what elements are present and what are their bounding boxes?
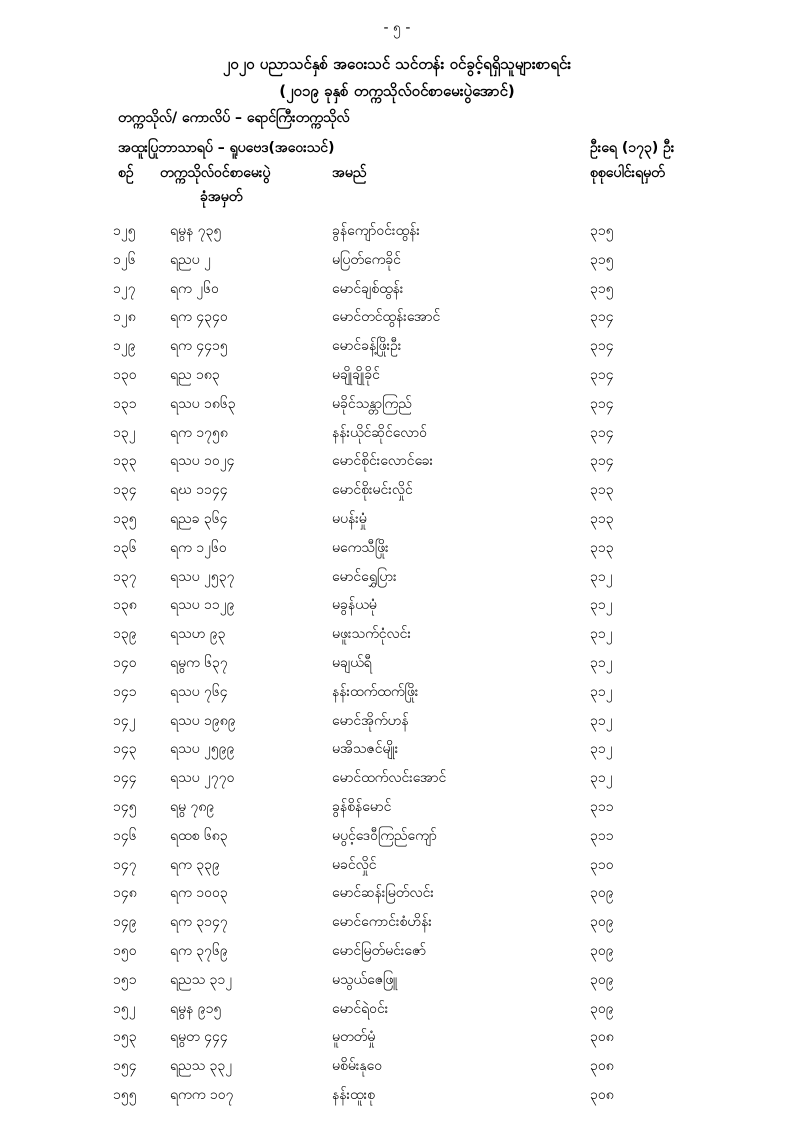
total-marks: ၃၁၂ (590, 568, 613, 585)
row-number: ၁၄၂ (113, 712, 136, 729)
row-number: ၁၃၈ (113, 597, 137, 614)
roll-number: ရက ၁၀၀၃ (170, 885, 228, 902)
row-number: ၁၃၃ (113, 453, 137, 470)
student-name: မောင်တင်ထွန်းအောင် (332, 309, 441, 326)
major-line: အထူးပြုဘာသာရပ် – ရူပဗေဒ(အဝေးသင်) (118, 140, 335, 156)
roll-number: ရညခ ၃၆၄ (170, 510, 228, 527)
total-marks: ၃၀၈ (590, 1058, 614, 1075)
table-row (0, 279, 794, 308)
roll-number: ရကက ၁၀၇ (170, 1086, 234, 1103)
table-row (0, 1056, 794, 1085)
table-row (0, 480, 794, 509)
table-row (0, 855, 794, 884)
roll-number: ရထစ ၆၈၃ (170, 827, 228, 844)
row-number: ၁၅၂ (113, 1000, 136, 1017)
row-number: ၁၂၅ (113, 223, 136, 239)
student-name: မောင်အိုက်ဟန် (332, 712, 409, 729)
student-name: မချိုချိုခိုင် (332, 366, 380, 383)
total-marks: ၃၁၄ (590, 453, 614, 470)
row-number: ၁၄၈ (113, 885, 137, 902)
total-marks: ၃၁၃ (590, 510, 614, 527)
student-name: မခွန်ယမုံ (332, 597, 377, 614)
document-subtitle: (၂၀၁၉ ခုနှစ် တက္ကသိုလ်ဝင်စာမေးပွဲအောင်) (279, 82, 515, 100)
roll-number: ရသပ ၁၉၈၉ (170, 712, 236, 729)
table-row (0, 451, 794, 480)
total-marks: ၃၁၅ (590, 280, 614, 297)
student-name: ခွန်စိန်မောင် (332, 798, 392, 815)
total-marks: ၃၀၉ (590, 885, 614, 902)
row-number: ၁၃၆ (113, 539, 137, 556)
roll-number: ရက ၁၂၆၀ (170, 539, 227, 556)
student-name: မောင်ခန့်ဖြိုးဦး (332, 338, 402, 355)
roll-number: ရညသ ၃၃၂ (170, 1058, 233, 1075)
student-name: မချယ်ရီ (332, 654, 372, 671)
column-header-roll: တက္ကသိုလ်ဝင်စာမေးပွဲ (160, 165, 271, 181)
total-marks: ၃၁၄ (590, 424, 614, 441)
total-count: ဦးရေ (၁၇၃) ဦး (590, 140, 675, 156)
row-number: ၁၄၃ (113, 741, 137, 758)
document-title: ၂၀၂၀ ပညာသင်နှစ် အဝေးသင် သင်တန်း ဝင်ခွင့်ရရှိသူများစာရင်း (222, 55, 572, 73)
student-name: မပြတ်ကေခိုင် (332, 251, 401, 268)
student-name: ခွန်ကျော်ဝင်းထွန်း (332, 223, 420, 239)
table-row (0, 1085, 794, 1114)
table-row (0, 567, 794, 596)
row-number: ၁၅၅ (113, 1086, 137, 1103)
table-row (0, 423, 794, 452)
student-name: မောင်မြတ်မင်းဇော် (332, 942, 427, 959)
roll-number: ရညပ ၂ (170, 251, 211, 268)
student-name: မဖူးသက်ငုံလင်း (332, 626, 411, 643)
total-marks: ၃၁၅ (590, 223, 614, 239)
column-header-marks: စုစုပေါင်းရမှတ် (590, 165, 665, 181)
roll-number: ရသပ ၁၁၂၉ (170, 597, 235, 614)
table-row (0, 365, 794, 394)
row-number: ၁၅၃ (113, 1029, 137, 1046)
total-marks: ၃၁၄ (590, 366, 614, 383)
total-marks: ၃၁၃ (590, 539, 614, 556)
total-marks: ၃၀၉ (590, 914, 614, 931)
total-marks: ၃၀၉ (590, 1000, 614, 1017)
student-name: နန်းထူးစု (332, 1086, 376, 1103)
row-number: ၁၃၁ (113, 395, 137, 412)
row-number: ၁၃၀ (113, 366, 137, 383)
total-marks: ၃၁၄ (590, 395, 614, 412)
table-row (0, 538, 794, 567)
table-row (0, 307, 794, 336)
table-row (0, 624, 794, 653)
total-marks: ၃၁၁ (590, 798, 614, 815)
table-row (0, 221, 794, 250)
results-table (0, 221, 794, 1114)
row-number: ၁၃၇ (113, 568, 137, 585)
table-row (0, 1027, 794, 1056)
row-number: ၁၂၆ (113, 251, 136, 268)
row-number: ၁၂၈ (113, 309, 136, 326)
roll-number: ရက ၃၃၉ (170, 856, 220, 873)
student-name: မောင်ရွှေပြား (332, 568, 397, 585)
row-number: ၁၂၉ (113, 338, 136, 355)
roll-number: ရက ၃၁၄၇ (170, 914, 228, 931)
table-row (0, 883, 794, 912)
roll-number: ရသပ ၂၇၇၀ (170, 770, 235, 787)
student-name: မောင်ချစ်ထွန်း (332, 280, 404, 297)
total-marks: ၃၁၄ (590, 309, 614, 326)
total-marks: ၃၀၉ (590, 942, 614, 959)
column-header-roll-line2: ခုံအမှတ် (200, 189, 243, 205)
total-marks: ၃၁၄ (590, 338, 614, 355)
total-marks: ၃၁၂ (590, 597, 613, 614)
roll-number: ရည ၁၈၃ (170, 366, 220, 383)
row-number: ၁၄၄ (113, 770, 137, 787)
total-marks: ၃၁၂ (590, 683, 613, 700)
roll-number: ရသပ ၇၆၄ (170, 683, 228, 700)
roll-number: ရမွ ၇၈၉ (170, 798, 215, 815)
student-name: မသွယ်ဇေဖြူ (332, 971, 398, 988)
table-row (0, 711, 794, 740)
total-marks: ၃၁၂ (590, 741, 613, 758)
student-name: နန်းထက်ထက်ဖြိုး (332, 683, 419, 700)
row-number: ၁၅၄ (113, 1058, 137, 1075)
roll-number: ရသဟ ၉၃ (170, 626, 226, 643)
roll-number: ရက ၄၃၄၀ (170, 309, 228, 326)
table-row (0, 797, 794, 826)
row-number: ၁၅၁ (113, 971, 137, 988)
total-marks: ၃၁၁ (590, 827, 614, 844)
university-line: တက္ကသိုလ်/ ကောလိပ် – ‌ရောင်ကြီးတက္ကသိုလ် (118, 110, 350, 126)
roll-number: ရမွန ၇၃၅ (170, 223, 222, 239)
roll-number: ရညသ ၃၁၂ (170, 971, 233, 988)
student-name: မောင်ဆန်းမြတ်လင်း (332, 885, 434, 902)
total-marks: ၃၁၂ (590, 712, 613, 729)
student-name: မအိသဇင်မျိုး (332, 741, 399, 758)
table-row (0, 768, 794, 797)
total-marks: ၃၀၉ (590, 971, 614, 988)
student-name: မခိုင်သန္တာကြည် (332, 395, 412, 412)
student-name: မောင်ထက်လင်းအောင် (332, 770, 447, 787)
student-name: မောင်စိုင်းလောင်ခေး (332, 453, 434, 470)
table-row (0, 941, 794, 970)
row-number: ၁၄၇ (113, 856, 137, 873)
student-name: မောင်စိုးမင်းလှိုင် (332, 482, 413, 499)
student-name: နန်းယိုင်ဆိုင်လောဝ် (332, 424, 428, 441)
row-number: ၁၃၄ (113, 482, 137, 499)
roll-number: ရမွက ၆၃၇ (170, 654, 228, 671)
roll-number: ရက ၄၄၁၅ (170, 338, 228, 355)
table-row (0, 509, 794, 538)
row-number: ၁၄၉ (113, 914, 137, 931)
row-number: ၁၄၅ (113, 798, 137, 815)
total-marks: ၃၁၃ (590, 482, 614, 499)
student-name: မပန်းမှုံ (332, 510, 367, 527)
table-row (0, 682, 794, 711)
column-header-no: စဉ် (118, 165, 134, 181)
row-number: ၁၄၁ (113, 683, 137, 700)
total-marks: ၃၁၂ (590, 770, 613, 787)
roll-number: ရက ၂၆၀ (170, 280, 219, 297)
row-number: ၁၃၅ (113, 510, 137, 527)
total-marks: ၃၀၈ (590, 1086, 614, 1103)
student-name: မခင်လှိုင် (332, 856, 377, 873)
row-number: ၁၄၆ (113, 827, 137, 844)
roll-number: ရက ၁၇၅၈ (170, 424, 228, 441)
total-marks: ၃၁၂ (590, 626, 613, 643)
table-row (0, 970, 794, 999)
roll-number: ရသပ ၂၅၉၉ (170, 741, 235, 758)
student-name: မူတတ်မှုံ (332, 1029, 376, 1046)
row-number: ၁၅၀ (113, 942, 137, 959)
student-name: မပွင့်ဒေဝီကြည်ကျော် (332, 827, 437, 844)
page-number: - ၅ - (383, 20, 411, 36)
total-marks: ၃၁၅ (590, 251, 614, 268)
row-number: ၁၃၂ (113, 424, 136, 441)
table-row (0, 394, 794, 423)
table-row (0, 250, 794, 279)
table-row (0, 999, 794, 1028)
total-marks: ၃၁၂ (590, 654, 613, 671)
roll-number: ရသပ ၁၀၂၄ (170, 453, 235, 470)
student-name: မကေသီဖြိုး (332, 539, 389, 556)
table-row (0, 912, 794, 941)
row-number: ၁၂၇ (113, 280, 136, 297)
total-marks: ၃၁၀ (590, 856, 614, 873)
roll-number: ရမွန ၉၁၅ (170, 1000, 222, 1017)
roll-number: ရမွတ ၄၄၄ (170, 1029, 228, 1046)
table-row (0, 595, 794, 624)
student-name: မောင်ရဲဝင်း (332, 1000, 389, 1017)
student-name: မစိမ်းနုဝေ (332, 1058, 383, 1075)
row-number: ၁၄၀ (113, 654, 137, 671)
column-header-name: အမည် (332, 165, 367, 181)
table-row (0, 336, 794, 365)
table-row (0, 653, 794, 682)
roll-number: ရသပ ၁၈၆၃ (170, 395, 236, 412)
table-row (0, 826, 794, 855)
roll-number: ရက ၃၇၆၉ (170, 942, 228, 959)
total-marks: ၃၀၈ (590, 1029, 614, 1046)
roll-number: ရသပ ၂၅၃၇ (170, 568, 235, 585)
row-number: ၁၃၉ (113, 626, 137, 643)
student-name: မောင်ကောင်းစံဟိန်း (332, 914, 432, 931)
table-row (0, 739, 794, 768)
roll-number: ရဃ ၁၁၄၄ (170, 482, 228, 499)
